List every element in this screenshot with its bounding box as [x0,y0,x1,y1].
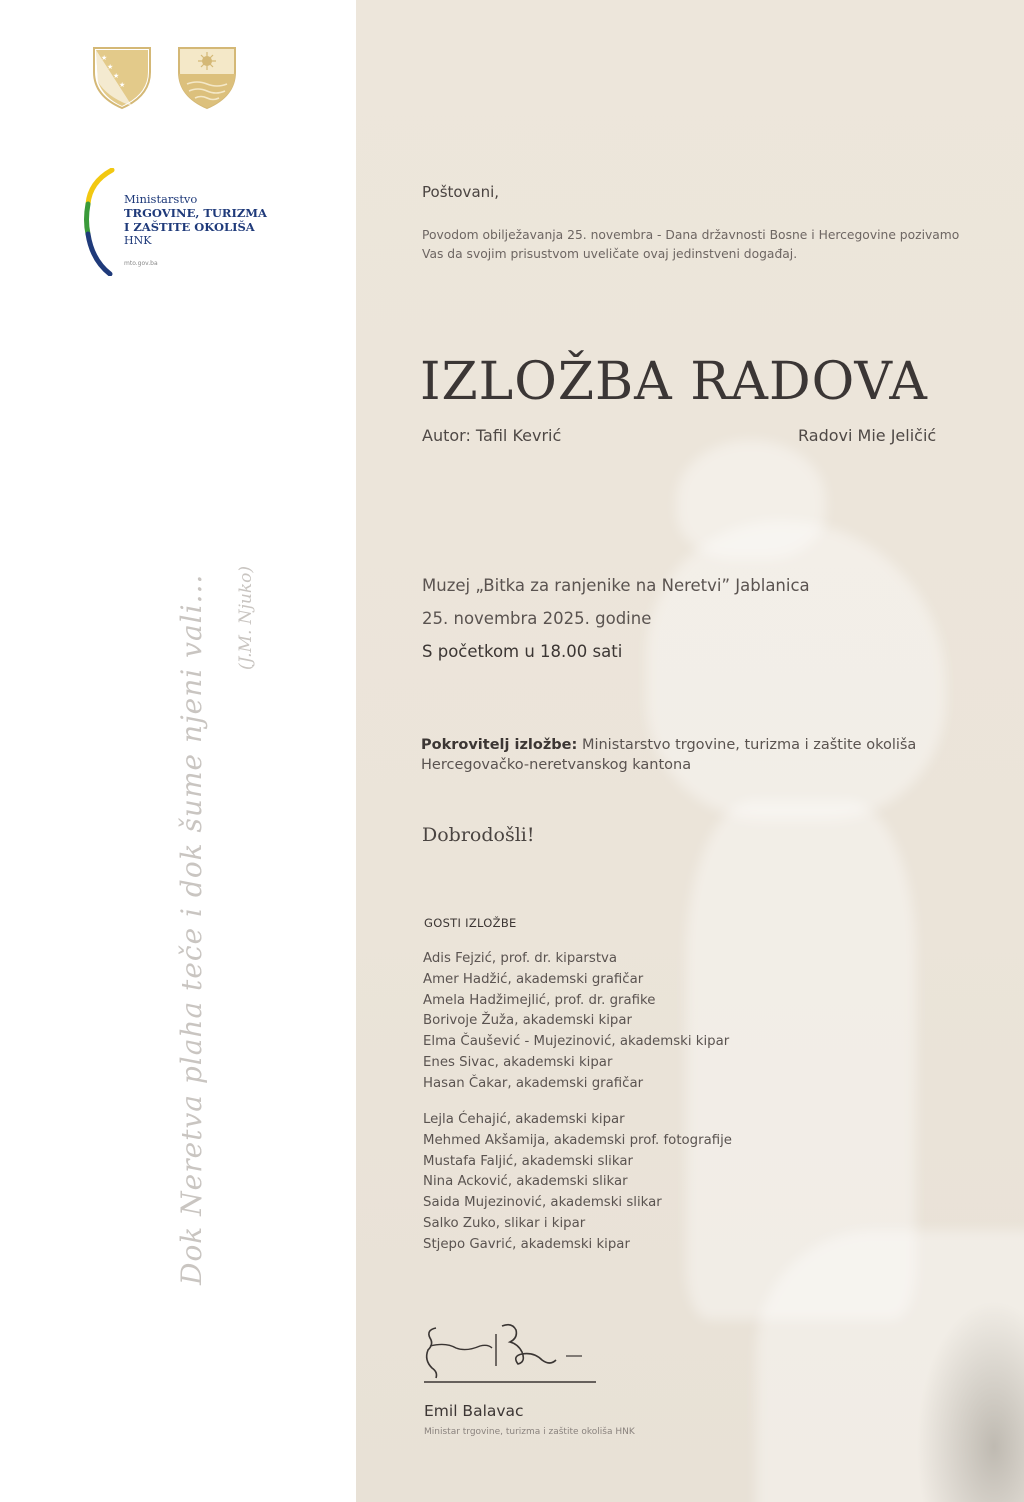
list-item: Amer Hadžić, akademski grafičar [423,971,644,987]
side-quote-author: (J.M. Njuko) [236,565,256,670]
ministry-url: mto.gov.ba [124,260,158,267]
svg-text:★: ★ [107,63,114,71]
list-item: Borivoje Žuža, akademski kipar [423,1013,632,1029]
ministry-line1: Ministarstvo [124,192,198,206]
author: Autor: Tafil Kevrić [422,426,562,445]
side-quote: Dok Neretva plaha teče i dok šume njeni vali... [175,573,208,1285]
venue: Muzej „Bitka za ranjenike na Neretvi” Jablanica [422,576,810,595]
signer-name: Emil Balavac [424,1402,524,1420]
event-time: S početkom u 18.00 sati [422,642,623,661]
guests-heading: GOSTI IZLOŽBE [424,916,517,930]
sponsor-text: Ministarstvo trgovine, turizma i zaštite okoliša Hercegovačko-neretvanskog kantona [421,737,917,773]
ministry-line3: I ZAŠTITE OKOLIŠA [124,220,255,234]
list-item: Saida Mujezinović, akademski slikar [423,1195,662,1211]
svg-text:★: ★ [113,72,120,80]
page-title: IZLOŽBA RADOVA [420,352,928,412]
guest-list-2 [423,1110,732,1256]
list-item: Mehmed Akšamija, akademski prof. fotografije [423,1132,732,1148]
list-item: Nina Acković, akademski slikar [423,1174,628,1190]
ministry-line2: TRGOVINE, TURIZMA [124,206,267,220]
ministry-line4: HNK [124,234,152,247]
ministry-logo [84,168,304,278]
left-panel [0,0,356,1502]
intro-text: Povodom obilježavanja 25. novembra - Dana državnosti Bosne i Hercegovine pozivamo Vas da svojim prisustvom uveličate ovaj jedinstveni događaj. [422,228,960,261]
list-item: Salko Zuko, slikar i kipar [423,1215,586,1231]
ministry-arc-icon [84,168,124,276]
sponsor-label: Pokrovitelj izložbe: [421,737,578,753]
list-item: Hasan Čakar, akademski grafičar [423,1075,644,1091]
signature-icon [422,1316,602,1386]
svg-text:★: ★ [101,54,108,62]
ministry-name [124,192,267,248]
list-item: Amela Hadžimejlić, prof. dr. grafike [423,992,656,1008]
list-item: Mustafa Faljić, akademski slikar [423,1153,633,1169]
guest-list-1 [423,949,729,1095]
works: Radovi Mie Jeličić [798,426,937,445]
list-item: Lejla Ćehajić, akademski kipar [423,1112,625,1127]
list-item: Enes Sivac, akademski kipar [423,1054,613,1070]
svg-text:★: ★ [119,81,126,89]
sponsor [421,735,981,775]
list-item: Elma Čaušević - Mujezinović, akademski kipar [423,1034,730,1050]
event-date: 25. novembra 2025. godine [422,609,652,628]
bih-coat-of-arms-icon [92,46,152,110]
list-item: Adis Fejzić, prof. dr. kiparstva [423,951,618,966]
signer-title: Ministar trgovine, turizma i zaštite okoliša HNK [424,1427,635,1437]
list-item: Stjepo Gavrić, akademski kipar [423,1236,630,1252]
welcome-text: Dobrodošli! [422,824,535,846]
greeting: Poštovani, [422,183,500,201]
hnk-coat-of-arms-icon [177,46,237,110]
